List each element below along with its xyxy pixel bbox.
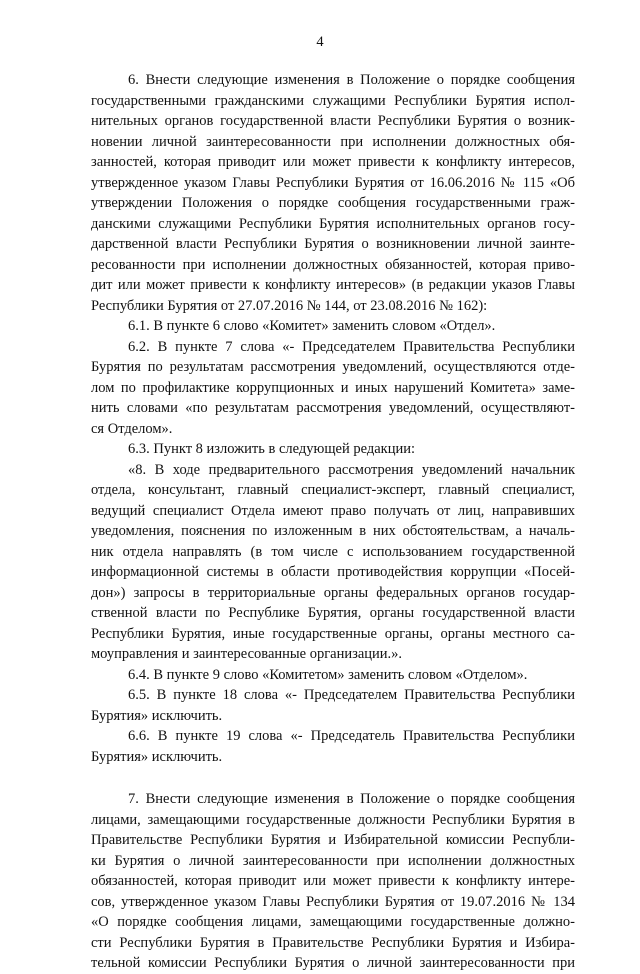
text-line: данскими служащими Республики Бурятия исполнительных органов госу- xyxy=(91,215,575,232)
text-line: Республики Бурятия от 27.07.2016 № 144, от 23.08.2016 № 162): xyxy=(91,297,488,314)
paragraph-6-4 xyxy=(91,665,575,686)
page-number: 4 xyxy=(316,34,324,50)
text-line: моуправления и заинтересованные организации.». xyxy=(91,646,403,662)
text-line: Правительстве Республики Бурятия и Избирательной комиссии Республи- xyxy=(91,832,575,848)
text-line: тельной комиссии Республики Бурятия о личной заинтересованности при xyxy=(91,955,575,971)
text-line: 6.5. В пункте 18 слова «- Председателем Правительства Республики xyxy=(128,687,575,703)
text-line: «8. В ходе предварительного рассмотрения уведомлений начальник xyxy=(128,461,575,478)
text-line: государственными гражданскими служащими Республики Бурятия испол- xyxy=(91,92,575,109)
text-line: 6.4. В пункте 9 слово «Комитетом» заменить словом «Отделом». xyxy=(128,666,528,683)
text-line: дит или может привести к конфликту интересов» (в редакции указов Главы xyxy=(91,277,575,293)
text-line: «О порядке сообщения лицами, замещающими государственные должно- xyxy=(91,914,575,930)
text-line: нить словами «по результатам рассмотрения уведомлений, осуществляют- xyxy=(91,400,575,416)
paragraph-6-3-quote xyxy=(91,460,575,665)
text-line: ся Отделом». xyxy=(91,420,173,437)
text-line: ресованности при исполнении должностных обязанностей, которая приво- xyxy=(91,256,575,273)
text-line: ки Бурятия о личной заинтересованности при исполнении должностных xyxy=(91,852,575,869)
paragraph-6-2 xyxy=(91,337,575,440)
paragraph-6-3 xyxy=(91,439,575,460)
document-body xyxy=(91,70,575,974)
text-line: 6. Внести следующие изменения в Положение о порядке сообщения xyxy=(128,72,575,88)
text-line: лом по профилактике коррупционных и иных нарушений Комитета» заме- xyxy=(91,379,575,396)
text-line: 6.3. Пункт 8 изложить в следующей редакции: xyxy=(128,441,416,457)
text-line: 6.6. В пункте 19 слова «- Председатель Правительства Республики xyxy=(128,728,575,744)
text-line: нительных органов государственной власти Республики Бурятия о возник- xyxy=(91,113,575,129)
text-line: отдела, консультант, главный специалист-эксперт, главный специалист, xyxy=(91,482,575,498)
text-line: ведущий специалист Отдела имеют право получать от лиц, направивших xyxy=(91,502,575,519)
text-line: уведомления, пояснения по изложенным в них обстоятельствам, а началь- xyxy=(91,523,575,539)
text-line: 6.1. В пункте 6 слово «Комитет» заменить словом «Отдел». xyxy=(128,318,496,334)
paragraph-7 xyxy=(91,789,575,974)
paragraph-gap xyxy=(91,767,575,789)
paragraph-6-1 xyxy=(91,316,575,337)
text-line: лицами, замещающими государственные должности Республики Бурятия в xyxy=(91,811,575,828)
text-line: ственной власти по Республике Бурятия, органы государственной власти xyxy=(91,605,575,621)
text-line: сов, утвержденное указом Главы Республики Бурятия от 19.07.2016 № 134 xyxy=(91,893,575,910)
text-line: дарственной власти Республики Бурятия о возникновении личной заинте- xyxy=(91,236,575,252)
text-line: 7. Внести следующие изменения в Положение о порядке сообщения xyxy=(128,791,575,807)
text-line: обязанностей, которая приводит или может привести к конфликту интере- xyxy=(91,873,575,889)
text-line: информационной системы в области противодействия коррупции «Посей- xyxy=(91,564,575,580)
paragraph-6-6 xyxy=(91,726,575,767)
text-line: утвержденное указом Главы Республики Бурятия от 16.06.2016 № 115 «Об xyxy=(91,174,575,191)
text-line: Бурятия по результатам рассмотрения уведомлений, осуществляются отде- xyxy=(91,359,575,375)
text-line: ник отдела направлять (в том числе с использованием государственной xyxy=(91,543,575,560)
text-line: Бурятия» исключить. xyxy=(91,707,223,724)
text-line: сти Республики Бурятия в Правительстве Республики Бурятия и Избира- xyxy=(91,934,575,951)
paragraph-6-5 xyxy=(91,685,575,726)
text-line: Бурятия» исключить. xyxy=(91,748,223,765)
text-line: новении личной заинтересованности при исполнении должностных обя- xyxy=(91,133,575,150)
paragraph-6 xyxy=(91,70,575,316)
text-line: утверждении Положения о порядке сообщения государственными граж- xyxy=(91,195,575,211)
text-line: занностей, которая приводит или может привести к конфликту интересов, xyxy=(91,154,575,170)
text-line: 6.2. В пункте 7 слова «- Председателем Правительства Республики xyxy=(128,338,575,355)
text-line: Республики Бурятия, иные государственные органы, органы местного са- xyxy=(91,625,575,642)
text-line: дон») запросы в территориальные органы федеральных органов государ- xyxy=(91,584,575,601)
